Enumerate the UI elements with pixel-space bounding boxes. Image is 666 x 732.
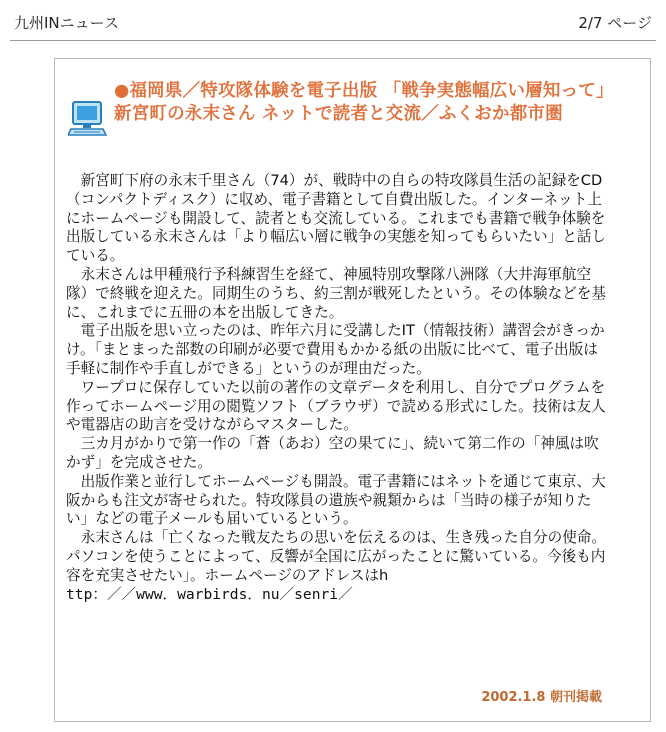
article-body bbox=[66, 172, 606, 604]
article-headline: ●福岡県／特攻隊体験を電子出版 「戦争実態幅広い層知って」 新宮町の永末さん ネットで読者と交流／ふくおか都市圏 bbox=[114, 81, 614, 124]
page-indicator: 2/7 ページ bbox=[578, 14, 652, 32]
article-paragraph: 永末さんは「亡くなった戦友たちの思いを伝えるのは、生き残った自分の使命。パソコンを使うことによって、反響が全国に広がったことに驚いている。今後も内容を充実させたい」。ホームページのアドレスはh bbox=[66, 529, 606, 584]
page-header bbox=[0, 0, 666, 34]
article-paragraph: 新宮町下府の永末千里さん（74）が、戦時中の自らの特攻隊員生活の記録をCD（コンパクトディスク）に収め、電子書籍として自費出版した。インターネット上にホームページも開設して、読者とも交流している。これまでも書籍で戦争体験を出版している永末さんは「より幅広い層に戦争の実態を知ってもらいたい」と話している。 bbox=[66, 172, 606, 265]
header-divider bbox=[10, 40, 656, 41]
article-paragraph: 永末さんは甲種飛行予科練習生を経て、神風特別攻撃隊八洲隊（大井海軍航空隊）で終戦を迎えた。同期生のうち、約三割が戦死したという。その体験などを基に、これまでに五冊の本を出版してきた。 bbox=[66, 265, 606, 321]
computer-icon bbox=[68, 100, 108, 138]
article-paragraph: ワープロに保存していた以前の著作の文章データを利用し、自分でプログラムを作ってホームページ用の閲覧ソフト（ブラウザ）で読める形式にした。技術は友人や電器店の助言を受けながらマスターした。 bbox=[66, 378, 606, 434]
article-paragraph: 電子出版を思い立ったのは、昨年六月に受講したIT（情報技術）講習会がきっかけ。「まとまった部数の印刷が必要で費用もかかる紙の出版に比べて、電子出版は手軽に制作や手直しができる」というのが理由だった。 bbox=[66, 322, 605, 377]
site-title: 九州INニュース bbox=[14, 14, 119, 32]
article-paragraph: 三カ月がかりで第一作の「蒼（あお）空の果てに」、続いて第二作の「神風は吹かず」を完成させた。 bbox=[66, 435, 599, 471]
article-paragraph: 出版作業と並行してホームページも開設。電子書籍にはネットを通じて東京、大阪からも注文が寄せられた。特攻隊員の遺族や親類からは「当時の様子が知りたい」などの電子メールも届いているという。 bbox=[66, 472, 606, 528]
homepage-url: ttp：／／www．warbirds．nu／senri／ bbox=[66, 585, 353, 603]
publication-date: 2002.1.8 朝刊掲載 bbox=[481, 690, 602, 705]
